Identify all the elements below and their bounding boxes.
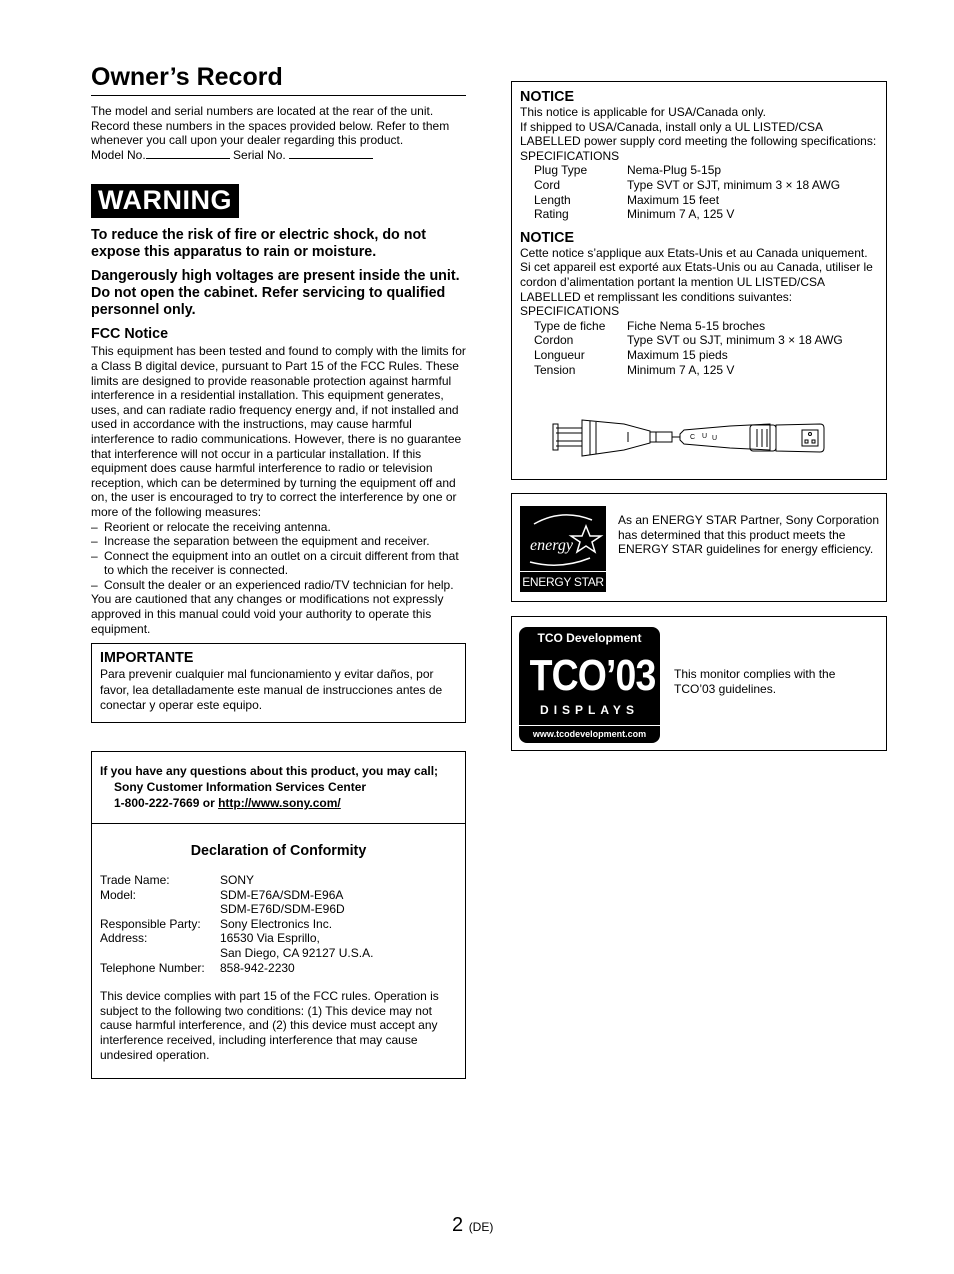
conformity-details: Trade Name: SONY Model: SDM-E76A/SDM-E96A SDM-E76D/SDM-E96D Responsible Party: Sony Electronics Inc. Address: 16530 Via Esprillo, San Diego, CA 92127 U.S.A. Telephone Number: 858-942-2230 [100, 873, 374, 975]
page-title: Owner’s Record [91, 58, 466, 96]
fcc-measure: – Reorient or relocate the receiving antenna. [91, 519, 331, 534]
model-label: Model No. [91, 147, 146, 162]
warning-para-1: To reduce the risk of fire or electric shock, do not expose this apparatus to rain or moisture. [91, 227, 426, 261]
serial-label: Serial No. [233, 147, 286, 162]
page-number: 2 (DE) [452, 1214, 494, 1236]
fcc-body: This equipment has been tested and found to comply with the limits for a Class B digital device, pursuant to Part 15 of the FCC Rules. These limits are designed to provide reasonable protection against harmful interference in a residential installation. This equipment generates, uses, and can radiate radio frequency energy and, if not installed and used in accordance with the instructions, may cause harmful interference to radio communications. However, there is no guarantee that interference will not occur in a particular installation. If this equipment does cause harmful interference to radio or television reception, which can be determined by turning the equipment off and on, the user is encouraged to try to correct the interference by one or more of the following measures: – Reorient or relocate the receiving antenna. – Increase the separation between the equipment and receiver. – Connect the equipment into an outlet on a circuit different from that to which the receiver is connected. – Consult the dealer or an experienced radio/TV technician for help. You are cautioned that any changes or modifications not expressly approved in this manual could void your authority to operate this equipment. [91, 344, 466, 636]
power-cord-illustration [552, 416, 852, 460]
tco-logo-url: www.tcodevelopment.com [519, 725, 660, 743]
energy-star-icon [520, 506, 606, 572]
energy-script: energy [530, 537, 573, 554]
sony-website-link[interactable]: http://www.sony.com/ [218, 796, 341, 810]
fcc-measure: – Connect the equipment into an outlet on a circuit different from that to which the receiver is connected. [91, 548, 459, 578]
energy-star-logo-label: ENERGY STAR [520, 571, 606, 592]
fcc-heading: FCC Notice [91, 326, 169, 343]
serial-blank [289, 148, 373, 159]
tco-logo-big: TCO’03 [529, 651, 656, 700]
importante-body: Para prevenir cualquier mal funcionamiento y evitar daños, por favor, lea detalladamente este manual de instrucciones antes de conectar y operar este equipo. [100, 667, 443, 712]
fcc-measure: – Increase the separation between the equipment and receiver. [91, 534, 430, 549]
model-blank [146, 148, 230, 159]
warning-para-2: Dangerously high voltages are present inside the unit. Do not open the cabinet. Refer servicing to qualified personnel only. [91, 268, 460, 319]
left-column [91, 58, 466, 636]
importante-box [91, 643, 466, 723]
tco-logo [519, 627, 660, 743]
notice-text-fr: Cette notice s’applique aux Etats-Unis et au Canada uniquement. Si cet appareil est exporté aux Etats-Unis ou au Canada, utiliser le cordon d’alimentation portant la mention UL LISTED/CSA LABELLED et remplissant les conditions suivantes: SPECIFICATIONS [520, 245, 873, 319]
energy-star-box [511, 493, 887, 602]
notice-text-en: This notice is applicable for USA/Canada only. If shipped to USA/Canada, install only a UL LISTED/CSA LABELLED power supply cord meeting the following specifications: SPECIFICATIONS [520, 105, 877, 163]
svg-text:C: C [690, 434, 696, 441]
notice-box [511, 81, 887, 480]
conformity-box [91, 751, 466, 1079]
tco-logo-displays: DISPLAYS [540, 703, 639, 717]
tco-box [511, 616, 887, 751]
notice-heading-en: NOTICE [520, 89, 575, 105]
fcc-measure: – Consult the dealer or an experienced radio/TV technician for help. [91, 577, 454, 592]
contact-info: If you have any questions about this product, you may call; Sony Customer Information Services Center 1-800-222-7669 or http://www.sony.com/ [92, 752, 465, 824]
importante-heading: IMPORTANTE [100, 650, 194, 666]
notice-heading-fr: NOTICE [520, 229, 575, 246]
conformity-text: This device complies with part 15 of the FCC rules. Operation is subject to the following two conditions: (1) This device may not cause harmful interference, and (2) this device must accept any interference received, including interference that may cause undesired operation. [100, 989, 439, 1062]
conformity-title: Declaration of Conformity [190, 843, 367, 859]
owners-record-intro: The model and serial numbers are located at the rear of the unit. Record these numbers in the spaces provided below. Refer to them whenever you call upon your dealer regarding this product. Model No. Serial No. [91, 104, 450, 162]
tco-logo-development: TCO Development [537, 631, 642, 645]
energy-star-logo [520, 506, 606, 592]
tco-text: This monitor complies with the TCO’03 guidelines. [674, 667, 836, 696]
spec-table-fr: Type de fiche Fiche Nema 5-15 broches Cordon Type SVT ou SJT, minimum 3 × 18 AWG Longueur Maximum 15 pieds Tension Minimum 7 A, 125 V [534, 318, 843, 377]
svg-text:U: U [702, 433, 708, 440]
svg-text:U: U [712, 435, 718, 442]
spec-table-en: Plug Type Nema-Plug 5-15p Cord Type SVT or SJT, minimum 3 × 18 AWG Length Maximum 15 feet Rating Minimum 7 A, 125 V [534, 163, 841, 222]
energy-star-text: As an ENERGY STAR Partner, Sony Corporation has determined that this product meets the ENERGY STAR guidelines for energy efficiency. [618, 513, 880, 557]
warning-label: WARNING [91, 184, 239, 218]
